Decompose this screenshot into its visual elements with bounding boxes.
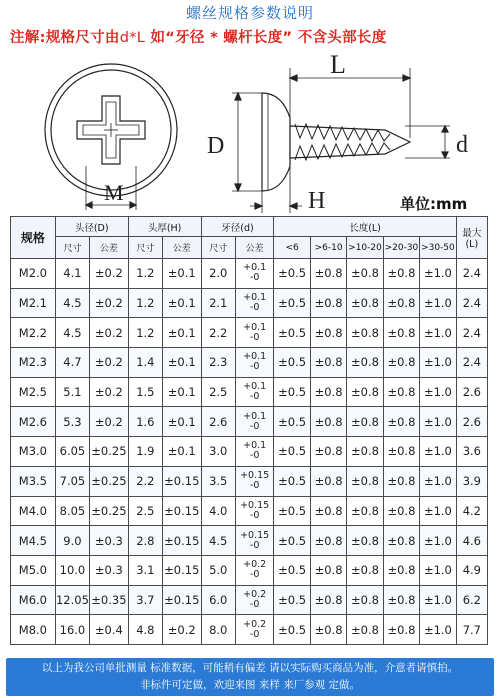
table-row <box>11 466 488 496</box>
table-row <box>11 496 488 526</box>
thread-d-tol-cell <box>235 615 274 645</box>
length-tol-cell: ±0.8 <box>310 377 346 407</box>
thread-d-tol-cell <box>235 318 274 348</box>
head-dia-cell: 5.1 <box>55 377 89 407</box>
length-tol-cell: ±0.8 <box>310 555 346 585</box>
head-h-tol-cell: ±0.15 <box>163 526 202 556</box>
length-tol-cell: ±1.0 <box>420 437 457 467</box>
length-tol-cell: ±1.0 <box>420 318 457 348</box>
max-cell: 2.6 <box>456 407 487 437</box>
length-tol-cell: ±0.5 <box>274 496 310 526</box>
max-cell: 6.2 <box>456 585 487 615</box>
length-tol-cell: ±0.5 <box>274 318 310 348</box>
length-tol-cell: ±0.8 <box>383 318 419 348</box>
spec-cell: M6.0 <box>11 585 56 615</box>
thread-d-cell: 8.0 <box>201 615 235 645</box>
thread-d-cell: 5.0 <box>201 555 235 585</box>
head-h-cell: 1.5 <box>128 377 162 407</box>
max-cell: 2.4 <box>456 318 487 348</box>
head-h-cell: 2.5 <box>128 496 162 526</box>
head-dia-cell: 8.05 <box>55 496 89 526</box>
thread-d-cell: 4.0 <box>201 496 235 526</box>
screw-side-view <box>232 68 450 213</box>
max-cell: 3.9 <box>456 466 487 496</box>
length-tol-cell: ±0.8 <box>383 526 419 556</box>
label-D: D <box>207 133 225 159</box>
label-d: d <box>456 132 468 158</box>
thread-tol-part: -0 <box>249 598 260 610</box>
thread-tol-part: +0.1 <box>243 410 267 422</box>
thread-d-tol-cell <box>235 585 274 615</box>
table-row <box>11 585 488 615</box>
length-tol-cell: ±1.0 <box>420 377 457 407</box>
head-h-cell: 2.8 <box>128 526 162 556</box>
thread-tol-part: +0.1 <box>243 262 267 274</box>
max-cell: 3.6 <box>456 437 487 467</box>
note-suffix: 不含头部长度 <box>292 30 387 46</box>
header-head-h: 头厚(H) <box>128 217 201 237</box>
length-tol-cell: ±0.8 <box>310 585 346 615</box>
spec-cell: M2.5 <box>11 377 56 407</box>
thread-tol-part: +0.2 <box>243 559 267 571</box>
head-dia-cell: 12.05 <box>55 585 89 615</box>
length-tol-cell: ±0.8 <box>347 466 383 496</box>
spec-cell: M8.0 <box>11 615 56 645</box>
thread-d-tol-cell <box>235 437 274 467</box>
length-tol-cell: ±0.8 <box>310 466 346 496</box>
length-tol-cell: ±0.8 <box>347 259 383 289</box>
table-row <box>11 407 488 437</box>
head-h-tol-cell: ±0.15 <box>163 555 202 585</box>
table-row <box>11 318 488 348</box>
thread-tol-part: +0.15 <box>240 529 270 541</box>
header-range: >30-50 <box>420 237 457 259</box>
length-tol-cell: ±0.8 <box>310 348 346 378</box>
header-size: 尺寸 <box>201 237 235 259</box>
thread-tol-part: -0 <box>249 331 260 343</box>
max-cell: 7.7 <box>456 615 487 645</box>
head-dia-cell: 7.05 <box>55 466 89 496</box>
spec-cell: M2.1 <box>11 288 56 318</box>
thread-d-cell: 2.2 <box>201 318 235 348</box>
head-h-tol-cell: ±0.1 <box>163 259 202 289</box>
length-tol-cell: ±1.0 <box>420 407 457 437</box>
spec-cell: M3.5 <box>11 466 56 496</box>
length-tol-cell: ±1.0 <box>420 615 457 645</box>
note-formula: d*L <box>119 30 146 46</box>
length-tol-cell: ±1.0 <box>420 585 457 615</box>
length-tol-cell: ±1.0 <box>420 259 457 289</box>
length-tol-cell: ±0.5 <box>274 615 310 645</box>
header-range: >6-10 <box>310 237 346 259</box>
head-h-cell: 1.4 <box>128 348 162 378</box>
head-dia-tol-cell: ±0.2 <box>90 348 129 378</box>
thread-tol-part: -0 <box>249 480 260 492</box>
head-h-tol-cell: ±0.2 <box>163 615 202 645</box>
header-tol: 公差 <box>235 237 274 259</box>
max-cell: 2.4 <box>456 348 487 378</box>
thread-tol-part: +0.1 <box>243 292 267 304</box>
table-row <box>11 555 488 585</box>
head-dia-cell: 4.5 <box>55 288 89 318</box>
head-dia-cell: 16.0 <box>55 615 89 645</box>
footer-notice <box>6 658 494 696</box>
thread-d-cell: 2.0 <box>201 259 235 289</box>
spec-cell: M2.0 <box>11 259 56 289</box>
head-h-tol-cell: ±0.15 <box>163 585 202 615</box>
thread-tol-part: +0.1 <box>243 351 267 363</box>
max-cell: 4.6 <box>456 526 487 556</box>
length-tol-cell: ±0.8 <box>347 585 383 615</box>
length-tol-cell: ±0.5 <box>274 526 310 556</box>
table-row <box>11 377 488 407</box>
head-h-tol-cell: ±0.15 <box>163 466 202 496</box>
thread-d-tol-cell <box>235 377 274 407</box>
head-dia-tol-cell: ±0.35 <box>90 585 129 615</box>
note-mid: 如 <box>145 30 166 46</box>
header-size: 尺寸 <box>128 237 162 259</box>
head-dia-cell: 4.1 <box>55 259 89 289</box>
spec-table-body <box>11 259 488 645</box>
head-dia-cell: 4.5 <box>55 318 89 348</box>
head-h-tol-cell: ±0.1 <box>163 348 202 378</box>
spec-cell: M3.0 <box>11 437 56 467</box>
length-tol-cell: ±0.8 <box>347 437 383 467</box>
length-tol-cell: ±0.5 <box>274 288 310 318</box>
header-max-label: 最大 <box>462 228 482 239</box>
head-h-tol-cell: ±0.1 <box>163 437 202 467</box>
head-dia-tol-cell: ±0.4 <box>90 615 129 645</box>
header-range: >10-20 <box>347 237 383 259</box>
thread-tol-part: -0 <box>249 302 260 314</box>
note-quote: “牙径 * 螺杆长度” <box>165 30 293 46</box>
max-cell: 2.4 <box>456 288 487 318</box>
length-tol-cell: ±0.8 <box>347 615 383 645</box>
table-row <box>11 526 488 556</box>
length-tol-cell: ±0.8 <box>383 585 419 615</box>
thread-tol-part: -0 <box>249 420 260 432</box>
thread-tol-part: -0 <box>249 509 260 521</box>
thread-d-tol-cell <box>235 407 274 437</box>
note-prefix: 注解:规格尺寸由 <box>10 30 120 46</box>
head-dia-tol-cell: ±0.25 <box>90 496 129 526</box>
head-h-cell: 1.2 <box>128 259 162 289</box>
spec-note <box>10 26 500 47</box>
max-cell: 2.6 <box>456 377 487 407</box>
table-row <box>11 437 488 467</box>
header-range: >20-30 <box>383 237 419 259</box>
length-tol-cell: ±0.8 <box>310 259 346 289</box>
head-h-cell: 4.8 <box>128 615 162 645</box>
length-tol-cell: ±0.8 <box>310 318 346 348</box>
thread-d-cell: 3.5 <box>201 466 235 496</box>
length-tol-cell: ±0.5 <box>274 555 310 585</box>
length-tol-cell: ±1.0 <box>420 496 457 526</box>
head-h-tol-cell: ±0.1 <box>163 407 202 437</box>
table-row <box>11 348 488 378</box>
header-max-unit: (L) <box>465 239 479 250</box>
thread-tol-part: +0.15 <box>240 499 270 511</box>
length-tol-cell: ±0.8 <box>347 496 383 526</box>
head-dia-tol-cell: ±0.2 <box>90 318 129 348</box>
head-h-cell: 3.1 <box>128 555 162 585</box>
thread-d-cell: 2.1 <box>201 288 235 318</box>
head-dia-cell: 4.7 <box>55 348 89 378</box>
length-tol-cell: ±0.5 <box>274 377 310 407</box>
header-head-dia: 头径(D) <box>55 217 128 237</box>
header-thread-d: 牙径(d) <box>201 217 274 237</box>
length-tol-cell: ±0.8 <box>347 407 383 437</box>
header-max <box>456 217 487 259</box>
page-title: 螺丝规格参数说明 <box>185 4 314 22</box>
thread-tol-part: -0 <box>249 628 260 640</box>
header-tol: 公差 <box>90 237 129 259</box>
head-dia-tol-cell: ±0.3 <box>90 526 129 556</box>
label-H: H <box>308 188 326 214</box>
length-tol-cell: ±1.0 <box>420 288 457 318</box>
length-tol-cell: ±0.8 <box>347 526 383 556</box>
header-length: 长度(L) <box>274 217 456 237</box>
thread-tol-part: -0 <box>249 361 260 373</box>
head-dia-cell: 5.3 <box>55 407 89 437</box>
spec-cell: M2.2 <box>11 318 56 348</box>
head-dia-tol-cell: ±0.25 <box>90 466 129 496</box>
length-tol-cell: ±0.8 <box>310 407 346 437</box>
length-tol-cell: ±0.8 <box>310 437 346 467</box>
head-h-cell: 1.2 <box>128 288 162 318</box>
length-tol-cell: ±1.0 <box>420 526 457 556</box>
head-dia-tol-cell: ±0.2 <box>90 377 129 407</box>
head-dia-tol-cell: ±0.2 <box>90 288 129 318</box>
thread-d-tol-cell <box>235 526 274 556</box>
length-tol-cell: ±0.8 <box>310 526 346 556</box>
head-dia-cell: 10.0 <box>55 555 89 585</box>
head-h-cell: 2.2 <box>128 466 162 496</box>
length-tol-cell: ±0.8 <box>383 348 419 378</box>
length-tol-cell: ±0.8 <box>310 615 346 645</box>
length-tol-cell: ±0.5 <box>274 348 310 378</box>
length-tol-cell: ±0.8 <box>347 555 383 585</box>
length-tol-cell: ±0.8 <box>383 437 419 467</box>
length-tol-cell: ±1.0 <box>420 348 457 378</box>
thread-tol-part: +0.2 <box>243 588 267 600</box>
thread-tol-part: +0.15 <box>240 470 270 482</box>
head-dia-cell: 9.0 <box>55 526 89 556</box>
length-tol-cell: ±0.8 <box>383 377 419 407</box>
thread-tol-part: +0.1 <box>243 321 267 333</box>
head-h-cell: 3.7 <box>128 585 162 615</box>
head-h-tol-cell: ±0.1 <box>163 377 202 407</box>
thread-d-tol-cell <box>235 348 274 378</box>
table-row <box>11 259 488 289</box>
thread-d-cell: 4.5 <box>201 526 235 556</box>
head-dia-tol-cell: ±0.2 <box>90 407 129 437</box>
length-tol-cell: ±1.0 <box>420 555 457 585</box>
length-tol-cell: ±0.8 <box>310 288 346 318</box>
max-cell: 2.4 <box>456 259 487 289</box>
label-M: M <box>104 180 124 205</box>
thread-d-tol-cell <box>235 555 274 585</box>
head-dia-tol-cell: ±0.3 <box>90 555 129 585</box>
max-cell: 4.2 <box>456 496 487 526</box>
head-h-tol-cell: ±0.1 <box>163 288 202 318</box>
head-h-cell: 1.6 <box>128 407 162 437</box>
head-h-tol-cell: ±0.1 <box>163 318 202 348</box>
footer-line-2: 非标件可定做，欢迎来图 来样 来厂参观 定做。 <box>139 679 360 691</box>
spec-cell: M2.3 <box>11 348 56 378</box>
table-row <box>11 615 488 645</box>
header-spec: 规格 <box>11 217 56 259</box>
head-dia-tol-cell: ±0.25 <box>90 437 129 467</box>
head-dia-tol-cell: ±0.2 <box>90 259 129 289</box>
length-tol-cell: ±0.8 <box>310 496 346 526</box>
length-tol-cell: ±0.8 <box>383 466 419 496</box>
thread-d-tol-cell <box>235 496 274 526</box>
spec-cell: M2.6 <box>11 407 56 437</box>
length-tol-cell: ±0.8 <box>383 407 419 437</box>
length-tol-cell: ±1.0 <box>420 466 457 496</box>
length-tol-cell: ±0.5 <box>274 466 310 496</box>
label-L: L <box>330 50 346 79</box>
thread-tol-part: -0 <box>249 539 260 551</box>
spec-cell: M5.0 <box>11 555 56 585</box>
spec-cell: M4.0 <box>11 496 56 526</box>
thread-d-cell: 2.3 <box>201 348 235 378</box>
header-size: 尺寸 <box>55 237 89 259</box>
length-tol-cell: ±0.8 <box>347 318 383 348</box>
thread-d-cell: 2.6 <box>201 407 235 437</box>
length-tol-cell: ±0.8 <box>383 555 419 585</box>
thread-d-tol-cell <box>235 288 274 318</box>
length-tol-cell: ±0.5 <box>274 437 310 467</box>
spec-cell: M4.5 <box>11 526 56 556</box>
thread-d-tol-cell <box>235 466 274 496</box>
length-tol-cell: ±0.5 <box>274 585 310 615</box>
length-tol-cell: ±0.5 <box>274 407 310 437</box>
thread-tol-part: -0 <box>249 450 260 462</box>
head-h-cell: 1.9 <box>128 437 162 467</box>
table-row <box>11 288 488 318</box>
thread-d-cell: 3.0 <box>201 437 235 467</box>
max-cell: 4.9 <box>456 555 487 585</box>
length-tol-cell: ±0.8 <box>347 288 383 318</box>
length-tol-cell: ±0.8 <box>383 288 419 318</box>
header-tol: 公差 <box>163 237 202 259</box>
thread-d-cell: 6.0 <box>201 585 235 615</box>
thread-tol-part: +0.2 <box>243 618 267 630</box>
head-h-cell: 1.2 <box>128 318 162 348</box>
length-tol-cell: ±0.8 <box>347 348 383 378</box>
head-h-tol-cell: ±0.15 <box>163 496 202 526</box>
length-tol-cell: ±0.8 <box>347 377 383 407</box>
thread-tol-part: -0 <box>249 569 260 581</box>
spec-table <box>10 216 488 645</box>
head-dia-cell: 6.05 <box>55 437 89 467</box>
length-tol-cell: ±0.5 <box>274 259 310 289</box>
thread-tol-part: +0.1 <box>243 440 267 452</box>
thread-tol-part: -0 <box>249 391 260 403</box>
length-tol-cell: ±0.8 <box>383 259 419 289</box>
unit-label: 单位:mm <box>400 195 468 213</box>
footer-line-1: 以上为我公司单批测量 标准数据，可能稍有偏差 请以实际购买商品为准，介意者请慎拍。 <box>41 662 459 674</box>
thread-tol-part: -0 <box>249 272 260 284</box>
thread-d-tol-cell <box>235 259 274 289</box>
length-tol-cell: ±0.8 <box>383 496 419 526</box>
header-range: <6 <box>274 237 310 259</box>
thread-tol-part: +0.1 <box>243 381 267 393</box>
length-tol-cell: ±0.8 <box>383 615 419 645</box>
thread-d-cell: 2.5 <box>201 377 235 407</box>
